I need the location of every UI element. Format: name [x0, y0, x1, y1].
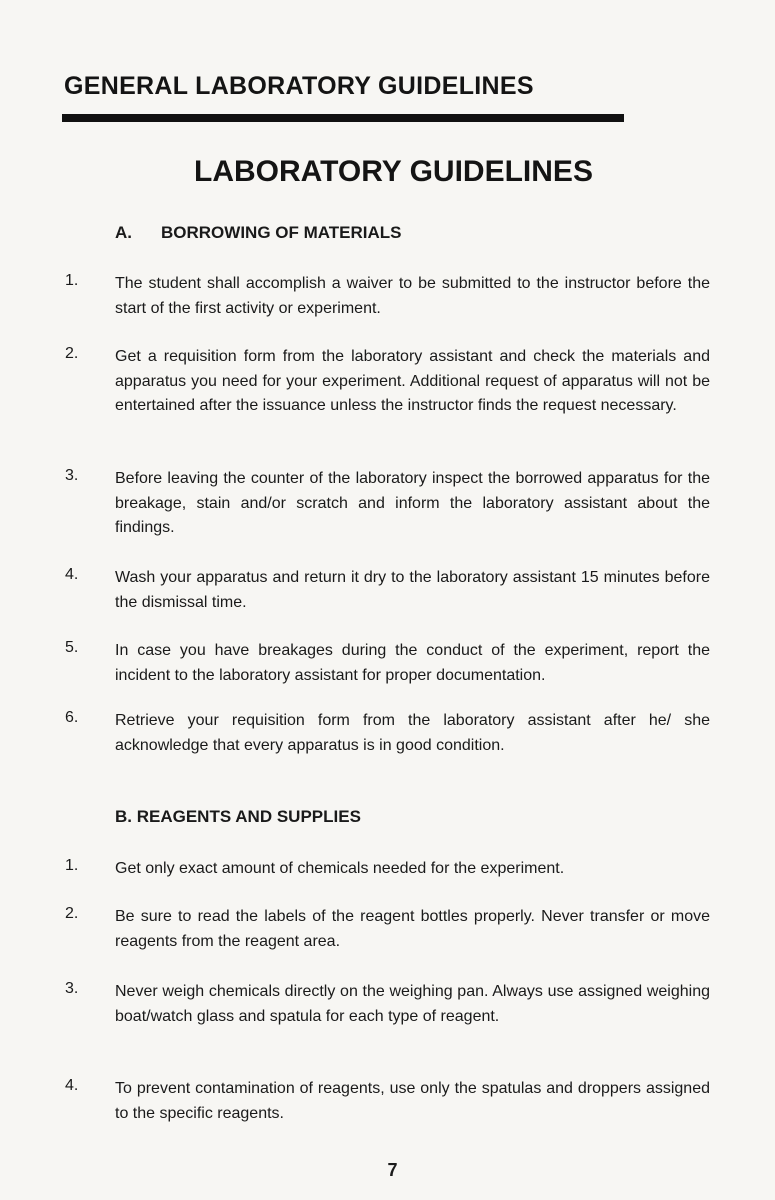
item-number: 2. — [65, 905, 79, 922]
item-text: Never weigh chemicals directly on the weighing pan. Always use assigned weighing boat/watch glass and spatula for each type of reagent. — [115, 983, 710, 1025]
item-text: Retrieve your requisition form from the laboratory assistant after he/ she acknowledge that every apparatus is in good condition. — [115, 712, 710, 754]
item-text: Get a requisition form from the laboratory assistant and check the materials and apparatus you need for your experiment. Additional request of apparatus will not be entertained after the issuance unless the instructor finds the request necessary. — [115, 348, 710, 414]
item-text: Wash your apparatus and return it dry to the laboratory assistant 15 minutes before the dismissal time. — [115, 569, 710, 611]
header-title: GENERAL LABORATORY GUIDELINES — [64, 72, 534, 100]
item-text: Get only exact amount of chemicals needed for the experiment. — [115, 860, 565, 877]
item-number: 2. — [65, 345, 79, 362]
item-number: 1. — [65, 857, 79, 874]
item-text: Before leaving the counter of the laboratory inspect the borrowed apparatus for the breakage, stain and/or scratch and inform the laboratory assistant about the findings. — [115, 470, 710, 536]
section-b-heading: B. REAGENTS AND SUPPLIES — [115, 807, 361, 826]
item-number: 3. — [65, 980, 79, 997]
item-text: To prevent contamination of reagents, use only the spatulas and droppers assigned to the specific reagents. — [115, 1080, 710, 1122]
item-number: 4. — [65, 1077, 79, 1094]
page-title: LABORATORY GUIDELINES — [194, 155, 593, 188]
item-number: 3. — [65, 467, 79, 484]
item-text: Be sure to read the labels of the reagent bottles properly. Never transfer or move reagents from the reagent area. — [115, 908, 710, 950]
item-number: 6. — [65, 709, 79, 726]
section-a-title: BORROWING OF MATERIALS — [161, 223, 402, 242]
item-number: 5. — [65, 639, 79, 656]
page-number: 7 — [387, 1160, 398, 1180]
header-rule — [62, 114, 624, 122]
section-a-letter: A. — [115, 223, 132, 242]
item-text: In case you have breakages during the conduct of the experiment, report the incident to the laboratory assistant for proper documentation. — [115, 642, 710, 684]
section-a-heading — [115, 223, 402, 243]
item-number: 4. — [65, 566, 79, 583]
item-number: 1. — [65, 272, 79, 289]
item-text: The student shall accomplish a waiver to be submitted to the instructor before the start of the first activity or experiment. — [115, 275, 710, 317]
